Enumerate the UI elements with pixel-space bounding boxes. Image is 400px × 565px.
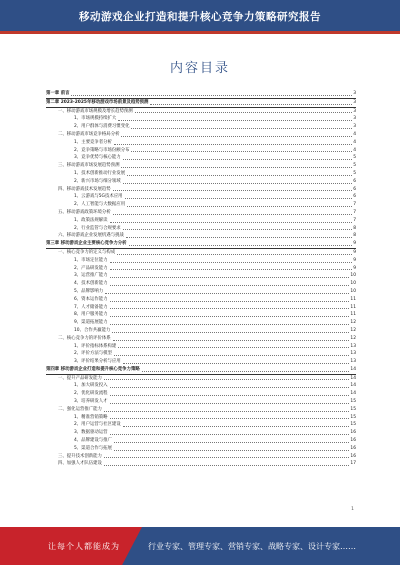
toc-leader [123,159,353,160]
toc-entry-page: 6 [353,194,356,200]
toc-entry[interactable] [46,90,356,99]
toc-entry-page: 14 [350,366,356,372]
toc-entry-label: 10、合作共赢能力 [74,327,111,333]
toc-entry[interactable] [46,280,356,288]
toc-leader [112,332,349,333]
toc-entry[interactable] [46,209,356,217]
toc-entry-label: 4、品牌建设与推广 [74,438,112,444]
toc-entry[interactable] [46,343,356,351]
toc-entry-page: 5 [353,155,356,161]
toc-leader [104,457,349,458]
toc-entry-label: 2、人工智能与大数据应用 [74,202,126,208]
toc-entry[interactable] [46,201,356,209]
toc-entry[interactable] [46,421,356,429]
toc-entry-page: 8 [353,233,356,239]
toc-entry-label: 2、用户运营与社区建设 [74,422,121,428]
toc-leader [113,340,350,341]
toc-entry-page: 4 [353,131,356,137]
report-title: 移动游戏企业打造和提升核心竞争力策略研究报告 [79,11,321,23]
toc-entry-page: 3 [353,108,356,114]
toc-leader [142,371,350,372]
toc-entry-label: 1、云游戏与5G技术应用 [74,194,123,200]
toc-entry-label: 1、市场规模持续扩大 [74,116,117,122]
toc-entry-page: 14 [350,391,356,397]
toc-entry-label: 三、移动游戏市场发展趋势预测 [58,163,120,169]
toc-entry-page: 14 [350,375,356,381]
toc-entry-label: 2、竞争策略与市场份额分布 [74,147,130,153]
toc-entry-page: 16 [350,445,356,451]
toc-entry-label: 二、强化运营推广能力 [58,406,102,412]
toc-entry[interactable] [46,240,356,249]
toc-leader [110,418,350,419]
toc-entry-label: 3、数据驱动运营 [74,430,108,436]
toc-leader [110,395,350,396]
toc-entry-label: 一、移动游戏市场规模及增长趋势预测 [58,108,133,114]
toc-leader [113,214,353,215]
toc-leader [110,222,353,223]
toc-entry-label: 1、主要竞争者分析 [74,139,112,145]
toc-entry-page: 14 [350,383,356,389]
toc-entry-page: 15 [350,406,356,412]
toc-entry-label: 2、优化研发流程 [74,391,108,397]
toc-entry[interactable] [46,257,356,265]
toc-entry-label: 二、核心竞争力的评价体系 [58,335,111,341]
toc-entry-page: 9 [353,265,356,271]
toc-entry-page: 12 [350,335,356,341]
toc-entry[interactable] [46,437,356,445]
toc-entry-label: 3、培养研发人才 [74,399,108,405]
toc-leader [114,355,349,356]
toc-entry[interactable] [46,406,356,414]
toc-leader [118,120,352,121]
toc-entry-page: 13 [350,359,356,365]
toc-leader [125,198,353,199]
toc-leader [110,316,350,317]
toc-entry-label: 5、渠道合作与拓展 [74,445,112,451]
toc-entry-label: 6、资本运作能力 [74,296,108,302]
toc-entry-page: 11 [350,304,356,310]
toc-entry-label: 1、精准营销策略 [74,414,108,420]
toc-entry-page: 6 [353,186,356,192]
toc-entry[interactable] [46,249,356,257]
toc-leader [131,128,352,129]
toc-entry[interactable] [46,350,356,358]
toc-entry-page: 5 [353,163,356,169]
toc-entry-page: 7 [353,209,356,215]
toc-entry[interactable] [46,170,356,178]
toc-entry[interactable] [46,108,356,116]
toc-entry[interactable] [46,115,356,123]
toc-leader [110,285,350,286]
toc-entry-label: 3、竞争优势与核心能力 [74,155,121,161]
toc-entry-page: 9 [353,249,356,255]
toc-entry-label: 1、评价指标体系构建 [74,343,117,349]
toc-entry[interactable] [46,265,356,273]
toc-entry[interactable] [46,139,356,147]
toc-entry-page: 13 [350,351,356,357]
toc-entry-page: 15 [350,414,356,420]
toc-leader [110,301,350,302]
toc-entry-page: 16 [350,438,356,444]
toc-leader [121,167,352,168]
toc-heading: 内容目录 [169,61,230,76]
toc-entry-page: 17 [350,461,356,467]
toc-leader [121,136,352,137]
toc-entry[interactable] [46,304,356,312]
toc-entry-label: 2、评价方法与模型 [74,351,112,357]
toc-leader [110,269,353,270]
toc-entry[interactable] [46,147,356,155]
toc-entry-page: 15 [350,399,356,405]
toc-entry-page: 15 [350,422,356,428]
toc-leader [110,387,350,388]
toc-entry-label: 2、产品研发能力 [74,265,108,271]
toc-entry-label: 3、评价结果分析与应用 [74,359,121,365]
toc-entry-page: 9 [353,241,356,247]
toc-leader [127,175,352,176]
toc-entry-label: 1、技术创新推动行业发展 [74,170,126,176]
toc-entry-label: 1、市场定位能力 [74,257,108,263]
toc-entry[interactable] [46,311,356,319]
toc-entry-label: 五、移动游戏政策环境分析 [58,209,111,215]
toc-entry[interactable] [46,414,356,422]
toc-entry-page: 11 [350,296,356,302]
toc-entry[interactable] [46,296,356,304]
toc-entry-page: 10 [350,281,356,287]
toc-entry[interactable] [46,131,356,139]
toc-entry-page: 13 [350,343,356,349]
toc-entry-page: 16 [350,453,356,459]
toc-entry-page: 10 [350,288,356,294]
toc-entry-page: 16 [350,430,356,436]
toc-leader [104,411,349,412]
toc-entry[interactable] [46,154,356,162]
toc-leader [113,190,353,191]
toc-leader [123,426,350,427]
toc-entry-page: 5 [353,170,356,176]
toc-entry-label: 9、渠道拓展能力 [74,320,108,326]
toc-entry-label: 第三章 移动游戏企业主要核心竞争力分析 [46,241,127,247]
toc-leader [110,403,350,404]
toc-leader [150,104,352,105]
toc-entry-page: 3 [353,99,356,105]
toc-entry[interactable] [46,193,356,201]
toc-entry-label: 1、政策法规解读 [74,217,108,223]
toc-leader [123,229,353,230]
toc-entry[interactable] [46,288,356,296]
toc-leader [114,442,349,443]
toc-entry-label: 4、技术创新能力 [74,281,108,287]
toc-entry-label: 2、新兴市场与细分领域 [74,178,121,184]
toc-entry[interactable] [46,358,356,366]
page-number: 1 [351,507,354,512]
toc-entry-label: 7、人才储备能力 [74,304,108,310]
toc-entry[interactable] [46,162,356,170]
toc-entry-page: 3 [353,116,356,122]
toc-entry-page: 9 [353,257,356,263]
toc-entry[interactable] [46,217,356,225]
toc-entry[interactable] [46,445,356,453]
toc-entry[interactable] [46,366,356,375]
toc-entry-page: 7 [353,202,356,208]
toc-entry-page: 10 [350,273,356,279]
toc-entry-label: 第一章 前言 [46,91,70,96]
toc-entry-page: 12 [350,320,356,326]
toc-entry-label: 8、用户服务能力 [74,312,108,318]
toc-leader [114,450,349,451]
toc-entry-page: 8 [353,225,356,231]
toc-entry[interactable] [46,429,356,437]
toc-leader [105,293,349,294]
toc-entry[interactable] [46,319,356,327]
toc-entry-label: 3、运营推广能力 [74,273,108,279]
toc-entry[interactable] [46,178,356,186]
toc-entry-label: 1、加大研发投入 [74,383,108,389]
toc-leader [123,183,353,184]
footer-slogan: 让每个人都能成为 [48,542,120,551]
toc-entry-label: 第二章 2023-2025年移动游戏市场前景及趋势预测 [46,99,149,105]
toc-entry-label: 四、加强人才队伍建设 [58,461,102,467]
toc-entry[interactable] [46,123,356,131]
toc-entry[interactable] [46,382,356,390]
toc-entry-page: 12 [350,327,356,333]
toc-leader [126,237,352,238]
toc-leader [110,277,350,278]
toc-entry-page: 3 [353,91,356,96]
toc-entry-label: 二、移动游戏市场竞争格局分析 [58,131,120,137]
toc-entry-label: 2、行业监管与合规要求 [74,225,121,231]
toc-entry[interactable] [46,99,356,108]
toc-entry[interactable] [46,460,356,468]
toc-leader [104,465,349,466]
toc-leader [117,254,352,255]
toc-leader [123,363,350,364]
toc-entry[interactable] [46,225,356,233]
toc-entry-label: 一、提升产品研发能力 [58,375,102,381]
footer-banner [0,527,400,565]
toc-entry[interactable] [46,398,356,406]
toc-leader [110,324,350,325]
toc-entry-page: 4 [353,139,356,145]
toc-leader [131,151,352,152]
toc-entry-page: 11 [350,312,356,318]
toc-leader [118,347,349,348]
toc-entry-label: 2、用户群体与消费习惯变化 [74,124,130,130]
toc-leader [129,245,353,246]
toc-entry-label: 第四章 移动游戏企业打造和提升核心竞争力策略 [46,366,140,372]
toc-entry-label: 六、移动游戏企业发展机遇与挑战 [58,233,124,239]
toc-leader [71,95,352,96]
footer-tagline: 行业专家、管理专家、营销专家、战略专家、设计专家…… [148,542,356,551]
toc-entry[interactable] [46,272,356,280]
toc-leader [127,206,352,207]
toc-leader [114,144,352,145]
toc-entry-page: 4 [353,147,356,153]
toc-entry[interactable] [46,375,356,383]
toc-entry[interactable] [46,390,356,398]
toc-leader [110,262,353,263]
toc-entry[interactable] [46,327,356,335]
toc-leader [104,379,349,380]
toc-entry-label: 一、核心竞争力的定义与构成 [58,249,116,255]
toc-entry-label: 5、品牌影响力 [74,288,104,294]
toc-leader [135,112,353,113]
toc-entry[interactable] [46,232,356,240]
report-header [0,0,400,34]
toc-entry-label: 四、移动游戏技术发展趋势 [58,186,111,192]
toc-entry[interactable] [46,186,356,194]
toc-leader [110,434,350,435]
toc-entry[interactable] [46,335,356,343]
toc-entry-page: 6 [353,178,356,184]
toc-entry-page: 7 [353,217,356,223]
toc-entry[interactable] [46,453,356,461]
toc-leader [110,308,350,309]
table-of-contents [46,90,356,468]
toc-entry-page: 3 [353,124,356,130]
toc-entry-label: 三、提升技术创新能力 [58,453,102,459]
